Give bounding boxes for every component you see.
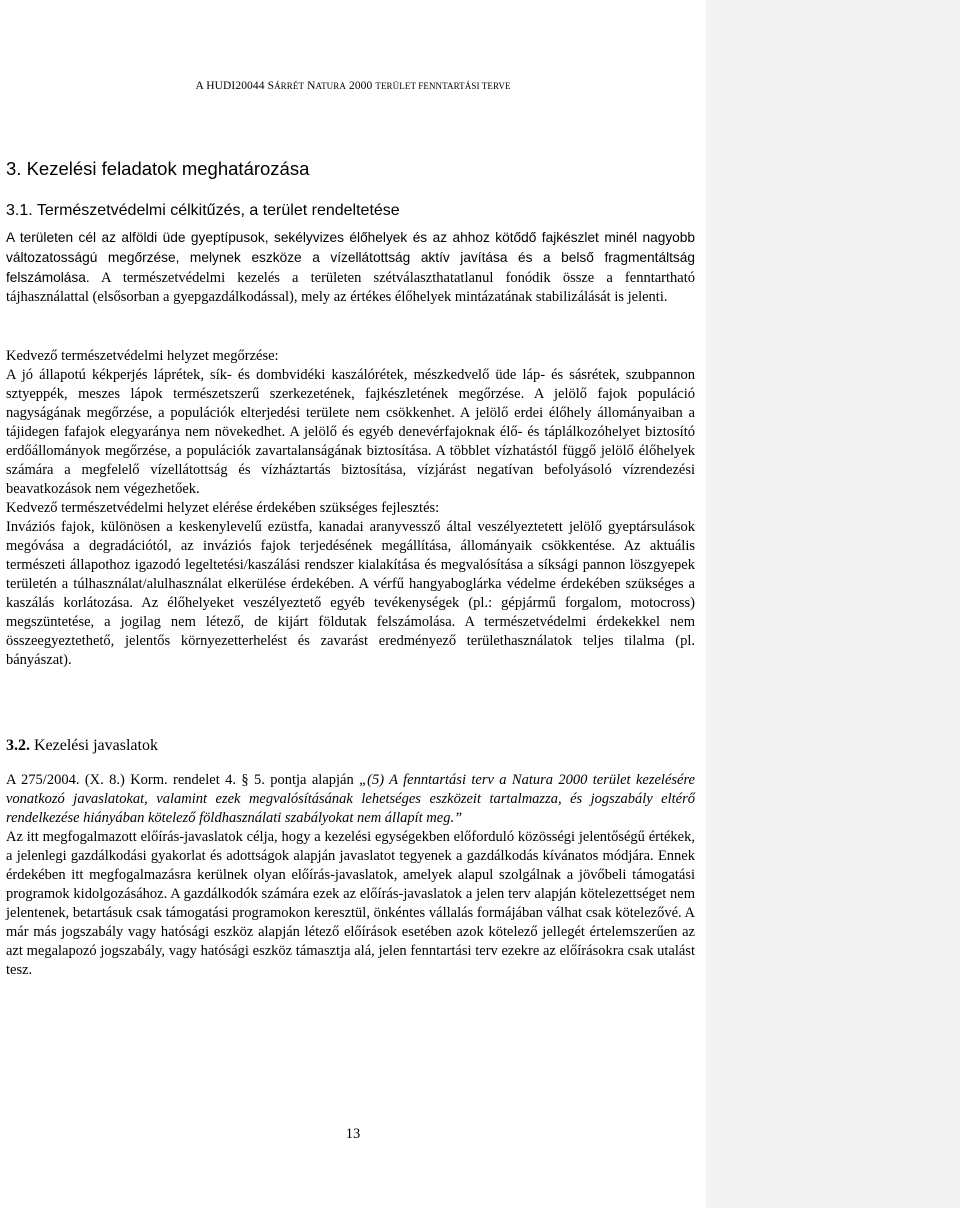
section-3-heading: 3. Kezelési feladatok meghatározása bbox=[6, 158, 310, 179]
decree-paragraph bbox=[6, 771, 695, 828]
running-header bbox=[0, 80, 706, 92]
page-number: 13 bbox=[345, 1126, 361, 1142]
intro-sans-text: A területen cél az alföldi üde gyeptípusok, sekélyvizes élőhelyek és az ahhoz kötődő fajkészlet minél nagyobb változatosságú megőrzése, melynek eszköze a vízellátottság aktív javítása és a belső fragmentáltság felszámolása. bbox=[6, 230, 695, 285]
decree-quote: „(5) A fenntartási terv a Natura 2000 terület kezelésére vonatkozó javaslatokat, valamint ezek megvalósításának lehetséges eszközeit tartalmazza, és jogszabály eltérő rendelkezése hiányában kötelező földhasználati szabályokat nem állapít meg.” bbox=[6, 772, 695, 826]
header-text: ATURA bbox=[315, 81, 346, 91]
section-3-2-body bbox=[6, 771, 695, 980]
eleres-heading: Kedvező természetvédelmi helyzet elérése érdekében szükséges fejlesztés: bbox=[6, 500, 440, 516]
header-text: ÁRRÉT bbox=[274, 81, 305, 91]
eleres-paragraph: Inváziós fajok, különösen a keskenylevelű ezüstfa, kanadai aranyvessző által veszélyeztetett jelölő gyeptársulások megóvása a degradációtól, az inváziós fajok terjedésének megállítása, állományaik csökkentése. Az aktuális természeti állapothoz igazodó legeltetési/kaszálási rendszer kialakítása és megvalósítása a síksági pannon löszgyepek területén a túlhasználat/alulhasználat elkerülése érdekében. A vérfű hangyaboglárka védelme érdekében szükséges a kaszálás korlátozása. Az élőhelyeket veszélyeztető egyéb tevékenységek (pl.: gépjármű forgalom, motocross) megszüntetése, a jogilag nem létező, de kijárt földutak felszámolása. A természetvédelmi érdekekkel nem összeegyeztethető, jelentős környezetterhelést és zavarást eredményező területhasználatok teljes tilalma (pl. bányászat). bbox=[6, 519, 695, 668]
header-text: 2000 bbox=[346, 80, 376, 92]
kezelesi-paragraph: Az itt megfogalmazott előírás-javaslatok célja, hogy a kezelési egységekben előforduló közösségi jelentőségű értékek, a jelenlegi gazdálkodási gyakorlat és adottságok alapján javaslatot tegyenek a gazdálkodás kívánatos módjára. Ennek érdekében itt megfogalmazásra kerülnek olyan előírás-javaslatok, amelyek alapul szolgálnak a jövőbeli támogatási programok kidolgozásához. A gazdálkodók számára ezek az előírás-javaslatok a jelen terv alapján kötelezettséget nem jelentenek, betartásuk csak támogatási programokon keresztül, önkéntes vállalás formájában válhat csak kötelezővé. A már más jogszabály vagy hatósági eszköz alapján létező előírások esetében azok kötelező jellegét értelemszerűen az azt megalapozó jogszabály, vagy hatósági eszköz támasztja alá, jelen fenntartási terv ezekre az előírásokra csak utalást tesz. bbox=[6, 829, 695, 978]
section-sign: § bbox=[241, 772, 249, 788]
section-3-1-heading: 3.1. Természetvédelmi célkitűzés, a terület rendeltetése bbox=[6, 202, 400, 219]
header-text: A HUDI20044 S bbox=[195, 80, 275, 92]
side-panel bbox=[706, 0, 960, 1208]
intro-paragraph bbox=[6, 228, 695, 307]
kedvezo-heading: Kedvező természetvédelmi helyzet megőrzése: bbox=[6, 348, 279, 364]
section-3-2-title: Kezelési javaslatok bbox=[30, 737, 158, 754]
decree-text: 5. pontja alapján bbox=[248, 772, 360, 788]
section-3-2-number: 3.2. bbox=[6, 737, 30, 754]
intro-serif-text: A természetvédelmi kezelés a területen szétválaszthatatlanul fonódik össze a fenntartható tájhasználattal (elsősorban a gyepgazdálkodással), mely az értékes élőhelyek mintázatának stabilizálását is jelenti. bbox=[6, 270, 695, 305]
header-text: N bbox=[304, 80, 316, 92]
header-text: TERÜLET FENNTARTÁSI TERVE bbox=[375, 81, 511, 91]
decree-text: A 275/2004. (X. 8.) Korm. rendelet 4. bbox=[6, 772, 242, 788]
section-3-1-intro bbox=[6, 228, 695, 307]
section-3-1-goals bbox=[6, 347, 695, 670]
section-3-2-heading bbox=[6, 737, 158, 755]
kedvezo-paragraph: A jó állapotú kékperjés láprétek, sík- és dombvidéki kaszálórétek, mészkedvelő üde láp- és sásrétek, szubpannon sztyeppék, meszes lápok természetszerű szerkezetének, fajkészletének megőrzése. A jelölő fajok populáció nagyságának megőrzése, a populációk elterjedési területe nem csökkenhet. A jelölő erdei élőhely állományaiban a tájidegen fafajok elegyaránya nem növekedhet. A jelölő és egyéb denevérfajoknak élő- és táplálkozóhelyet biztosító erdőállományok megőrzése, a populációk zavartalanságának biztosítása. A többlet vízhatástól függő jelölő élőhelyek számára a megfelelő vízellátottság és vízháztartás biztosítása, vízjárást negatívan befolyásoló vízrendezési beavatkozások nem végezhetőek. bbox=[6, 367, 695, 497]
